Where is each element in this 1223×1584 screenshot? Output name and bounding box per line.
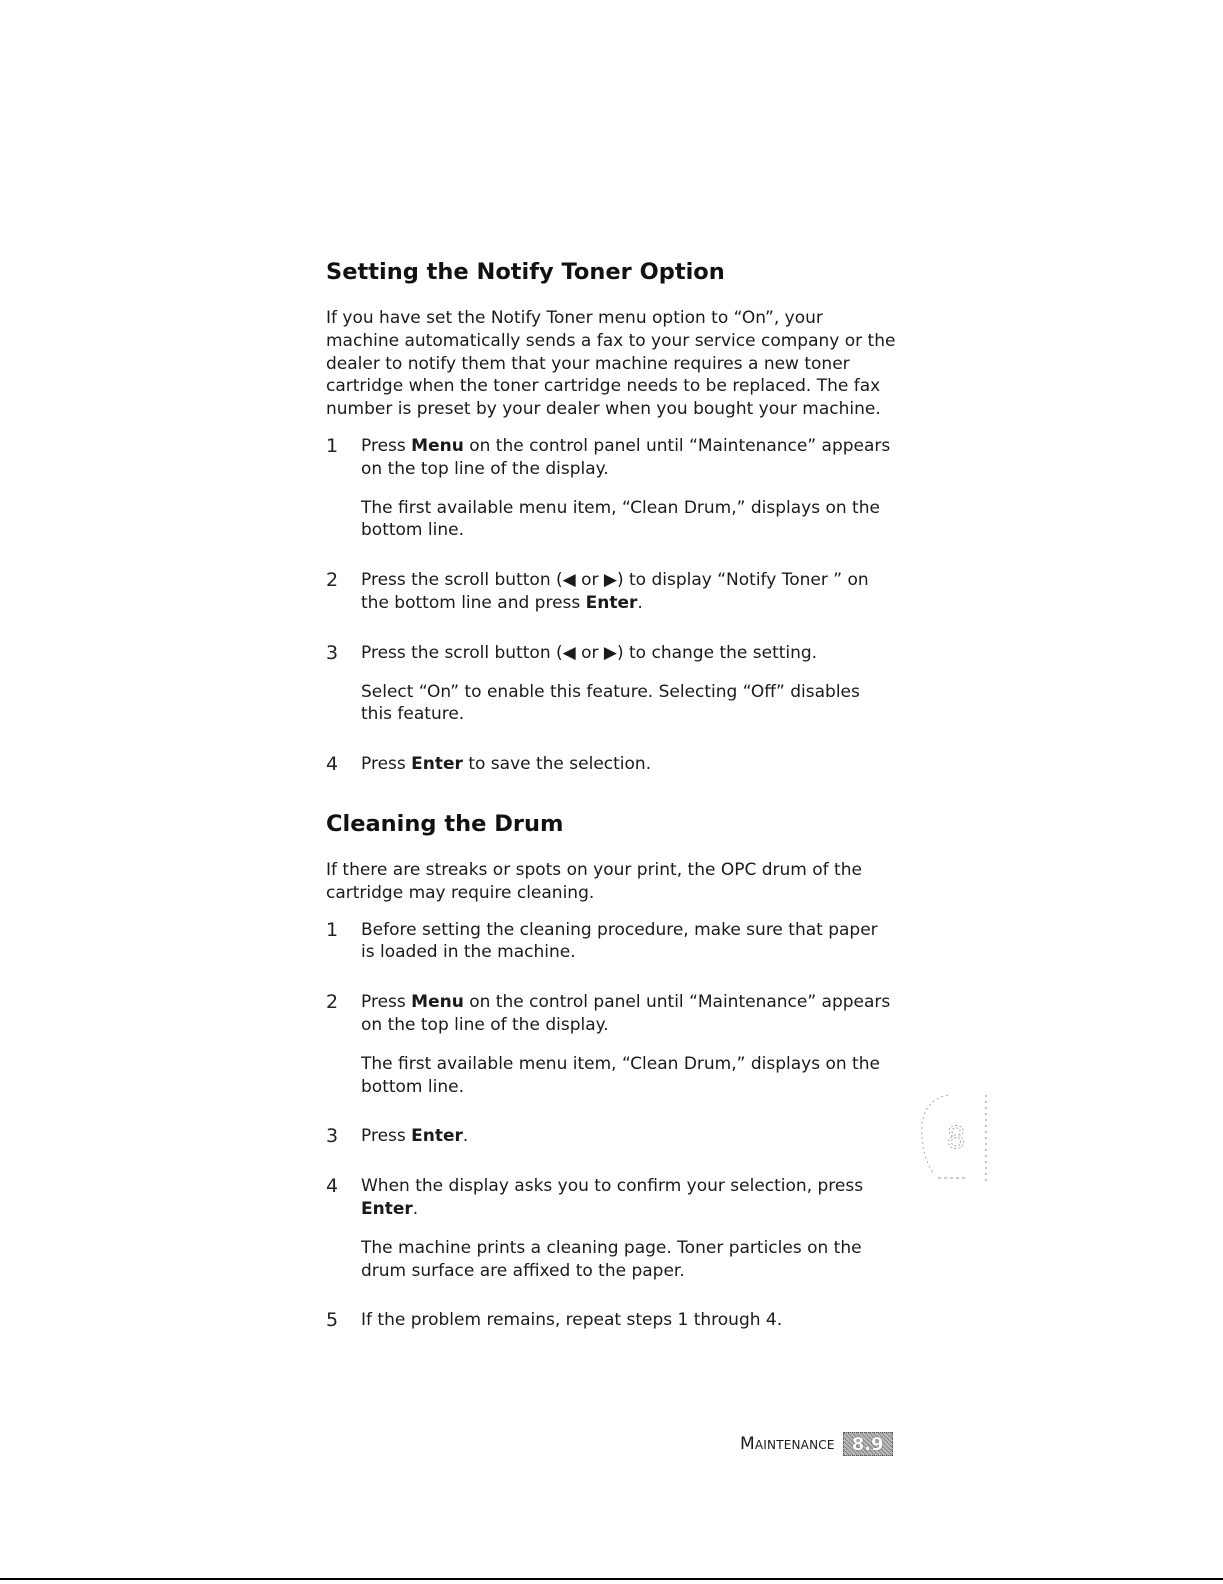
- section-title-notify-toner: Setting the Notify Toner Option: [326, 259, 725, 285]
- step-item: [326, 435, 896, 542]
- step-text: Press Enter to save the selection.: [361, 754, 652, 775]
- step-text: Press the scroll button (◀ or ▶) to display “Notify Toner ” on the bottom line and press Enter.: [361, 570, 869, 613]
- step-text: Press Menu on the control panel until “Maintenance” appears on the top line of the display.: [361, 992, 891, 1035]
- chapter-tab-marker: [918, 1093, 996, 1185]
- step-text: Press Menu on the control panel until “Maintenance” appears on the top line of the display.: [361, 435, 891, 479]
- step-number: 3: [326, 1125, 339, 1148]
- step-item: [326, 1309, 896, 1332]
- step-number: 5: [326, 1309, 339, 1332]
- step-number: 3: [326, 641, 339, 664]
- step-note: The first available menu item, “Clean Drum,” displays on the bottom line.: [361, 497, 880, 541]
- steps-notify-toner: [326, 435, 896, 776]
- step-text: When the display asks you to confirm your selection, press Enter.: [361, 1176, 864, 1219]
- section-cleaning-drum: [326, 806, 896, 1332]
- bottom-divider: [0, 1578, 1223, 1580]
- page-content: [326, 254, 896, 1332]
- step-text: If the problem remains, repeat steps 1 through 4.: [361, 1310, 783, 1331]
- step-number: 2: [326, 569, 339, 592]
- step-number: 4: [326, 753, 339, 776]
- section-intro-cleaning-drum: If there are streaks or spots on your print, the OPC drum of the cartridge may require cleaning.: [326, 859, 862, 903]
- section-title-cleaning-drum: Cleaning the Drum: [326, 810, 564, 837]
- section-intro-notify-toner: If you have set the Notify Toner menu option to “On”, your machine automatically sends a fax to your service company or the dealer to notify them that your machine requires a new toner cartridge when the toner cartridge needs to be replaced. The fax number is preset by your dealer when you bought your machine.: [326, 308, 896, 420]
- step-item: [326, 642, 896, 726]
- footer-section-label: Maintenance: [740, 1434, 835, 1454]
- step-text: Press the scroll button (◀ or ▶) to change the setting.: [361, 642, 818, 663]
- step-number: 1: [326, 918, 339, 941]
- step-note: Select “On” to enable this feature. Selecting “Off” disables this feature.: [361, 681, 860, 725]
- step-item: [326, 991, 896, 1098]
- page-footer: [740, 1432, 893, 1456]
- step-text: Before setting the cleaning procedure, make sure that paper is loaded in the machine.: [361, 919, 878, 963]
- step-number: 4: [326, 1175, 339, 1198]
- step-note: The first available menu item, “Clean Drum,” displays on the bottom line.: [361, 1053, 880, 1097]
- step-number: 1: [326, 434, 339, 457]
- step-item: [326, 569, 896, 615]
- step-item: [326, 753, 896, 776]
- step-item: [326, 1175, 896, 1282]
- step-number: 2: [326, 991, 339, 1014]
- step-item: [326, 1125, 896, 1148]
- page-number: 8.9: [843, 1432, 893, 1456]
- steps-cleaning-drum: [326, 919, 896, 1333]
- step-note: The machine prints a cleaning page. Toner particles on the drum surface are affixed to the paper.: [361, 1237, 862, 1281]
- chapter-tab-number: 8: [946, 1121, 966, 1156]
- step-text: Press Enter.: [361, 1126, 469, 1147]
- step-item: [326, 919, 896, 965]
